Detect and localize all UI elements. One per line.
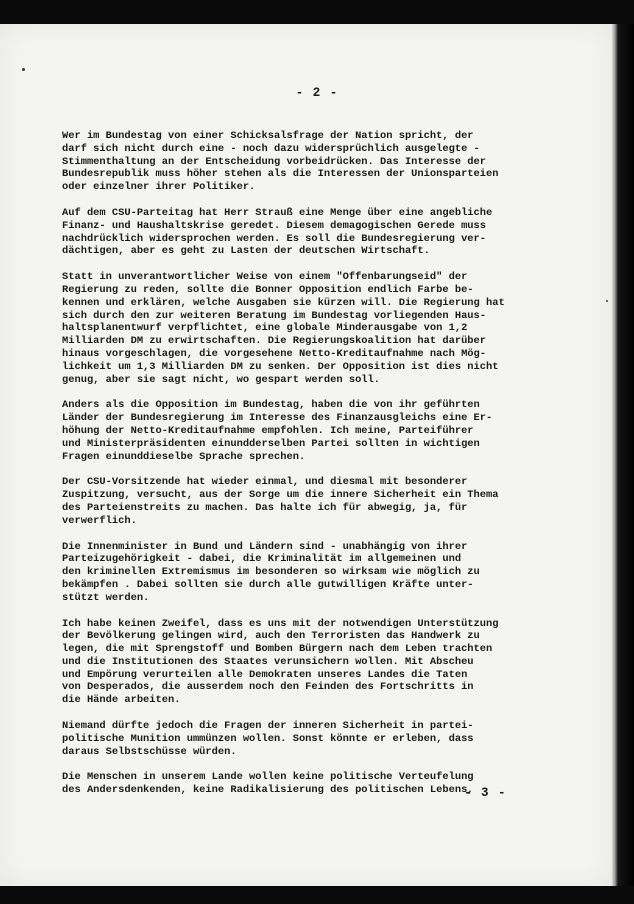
- text-line: Der CSU-Vorsitzende hat wieder einmal, und diesmal mit besonderer: [62, 476, 468, 489]
- text-line: Regierung zu reden, sollte die Bonner Opposition endlich Farbe be-: [62, 283, 474, 296]
- text-line: Wer im Bundestag von einer Schicksalsfrage der Nation spricht, der: [62, 130, 474, 142]
- text-line: kennen und erklären, welche Ausgaben sie kürzen will. Die Regierung hat: [62, 296, 505, 309]
- text-line: Die Innenminister in Bund und Ländern sind - unabhängig von ihrer: [62, 540, 468, 553]
- paragraph: [62, 399, 592, 463]
- text-line: Niemand dürfte jedoch die Fragen der inneren Sicherheit in partei-: [62, 720, 474, 733]
- text-line: legen, die mit Sprengstoff und Bomben Bürgern nach dem Leben trachten: [62, 643, 493, 656]
- text-line: höhung der Netto-Kreditaufnahme empfohlen. Ich meine, Parteiführer: [62, 424, 474, 437]
- text-line: Anders als die Opposition im Bundestag, haben die von ihr geführten: [62, 399, 480, 412]
- text-line: dächtigen, aber es geht zu Lasten der deutschen Wirtschaft.: [62, 245, 430, 258]
- text-line: des Parteienstreits zu machen. Das halte ich für abwegig, ja, für: [62, 501, 468, 514]
- text-line: Statt in unverantwortlicher Weise von einem "Offenbarungseid" der: [62, 271, 468, 284]
- text-line: hinaus vorgeschlagen, die vorgesehene Netto-Kreditaufnahme nach Mög-: [62, 347, 487, 360]
- document-body: [62, 130, 592, 810]
- text-line: Milliarden DM zu erwirtschaften. Die Regierungskoalition hat darüber: [62, 335, 487, 348]
- text-line: lichkeit um 1,3 Milliarden DM zu senken. Der Opposition ist dies nicht: [62, 360, 499, 373]
- text-line: und Empörung verurteilen alle Demokraten unseres Landes die Taten: [62, 668, 468, 681]
- paragraph: [62, 720, 592, 758]
- paragraph: [62, 541, 592, 605]
- text-line: daraus Selbstschüsse würden.: [62, 745, 237, 758]
- text-line: und Ministerpräsidenten einundderselben Partei sollten in wichtigen: [62, 437, 480, 450]
- text-line: Die Menschen in unserem Lande wollen keine politische Verteufelung: [62, 771, 474, 784]
- paragraph: [62, 476, 592, 527]
- text-line: haltsplanentwurf verpflichtet, eine globale Minderausgabe von 1,2: [62, 322, 468, 335]
- next-page-indicator: - 3 -: [464, 786, 507, 800]
- text-line: oder einzelner ihrer Politiker.: [62, 181, 256, 194]
- text-line: Finanz- und Haushaltskrise geredet. Diesem demagogischen Gerede muss: [62, 219, 487, 232]
- paragraph: [62, 130, 592, 194]
- paragraph: [62, 618, 592, 708]
- scan-speck: [22, 68, 25, 71]
- text-line: Ich habe keinen Zweifel, dass es uns mit der notwendigen Unterstützung: [62, 617, 499, 630]
- page-number-header: - 2 -: [295, 86, 339, 100]
- paragraph: [62, 771, 592, 797]
- text-line: Parteizugehörigkeit - dabei, die Kriminalität im allgemeinen und: [62, 553, 462, 566]
- text-line: bekämpfen . Dabei sollten sie durch alle gutwilligen Kräfte unter-: [62, 578, 474, 591]
- text-line: der Bevölkerung gelingen wird, auch den Terroristen das Handwerk zu: [62, 630, 480, 643]
- text-line: Länder der Bundesregierung im Interesse des Finanzausgleichs eine Er-: [62, 412, 493, 425]
- text-line: Zuspitzung, versucht, aus der Sorge um die innere Sicherheit ein Thema: [62, 489, 499, 502]
- text-line: darf sich nicht durch eine - noch dazu widersprüchlich ausgelegte -: [62, 142, 480, 155]
- text-line: den kriminellen Extremismus im besonderen so wirksam wie möglich zu: [62, 566, 480, 579]
- text-line: stützt werden.: [62, 591, 150, 604]
- text-line: nachdrücklich widersprochen werden. Es soll die Bundesregierung ver-: [62, 232, 487, 245]
- text-line: politische Munition ummünzen wollen. Sonst könnte er erleben, dass: [62, 732, 474, 745]
- text-line: verwerflich.: [62, 514, 137, 527]
- paragraph: [62, 271, 592, 386]
- text-line: Auf dem CSU-Parteitag hat Herr Strauß eine Menge über eine angebliche: [62, 206, 493, 219]
- text-line: des Andersdenkenden, keine Radikalisierung des politischen Lebens,: [62, 784, 474, 797]
- scan-speck: [606, 300, 608, 302]
- text-line: sich durch den zur weiteren Beratung im Bundestag vorliegenden Haus-: [62, 309, 487, 322]
- text-line: und die Institutionen des Staates verunsichern wollen. Mit Abscheu: [62, 655, 474, 668]
- text-line: Stimmenthaltung an der Entscheidung vorbeidrücken. Das Interesse der: [62, 155, 487, 168]
- text-line: die Hände arbeiten.: [62, 694, 181, 707]
- page-edge-shadow: [612, 24, 634, 886]
- text-line: Fragen einunddieselbe Sprache sprechen.: [62, 450, 306, 463]
- text-line: Bundesrepublik muss höher stehen als die Interessen der Unionsparteien: [62, 168, 499, 181]
- paragraph: [62, 207, 592, 258]
- text-line: von Desperados, die ausserdem noch den Feinden des Fortschritts in: [62, 681, 474, 694]
- text-line: genug, aber sie sagt nicht, wo gespart werden soll.: [62, 373, 381, 386]
